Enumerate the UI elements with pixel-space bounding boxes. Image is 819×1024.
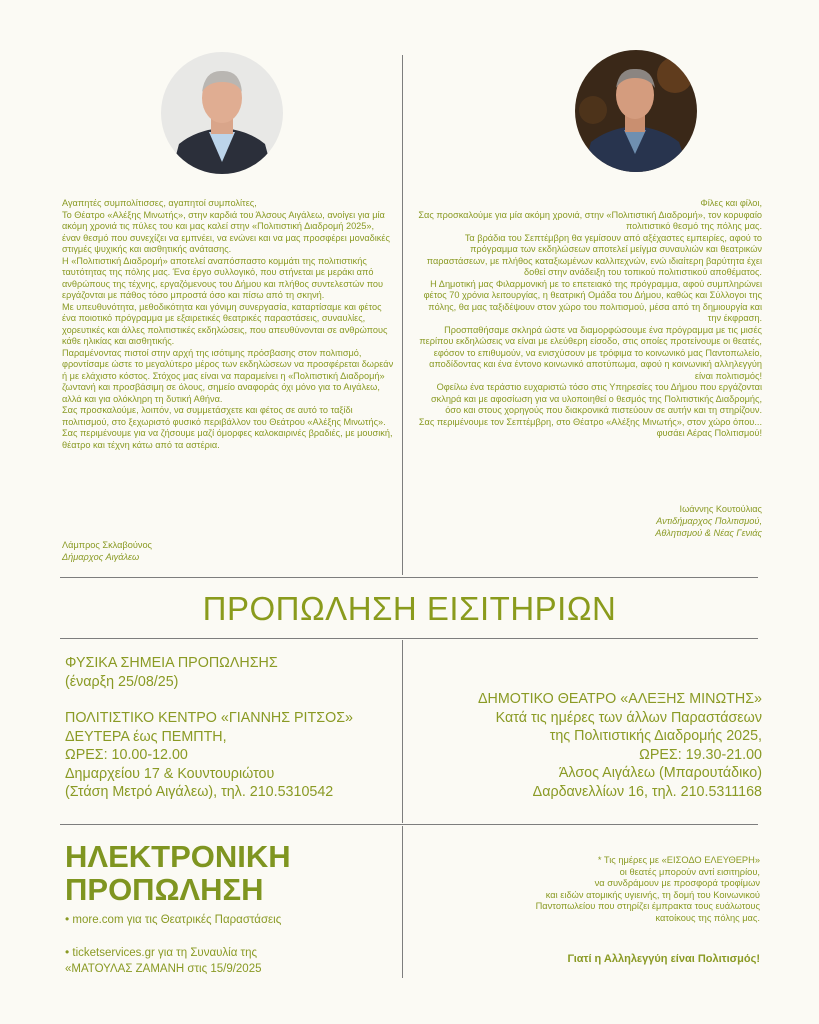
note-line: οι θεατές μπορούν αντί εισιτηρίου,: [619, 866, 760, 877]
online-item-ticketservices[interactable]: [65, 944, 262, 977]
theatre-title: ΔΗΜΟΤΙΚΟ ΘΕΑΤΡΟ «ΑΛΕΞΗΣ ΜΙΝΩΤΗΣ»: [477, 691, 762, 707]
bullet-icon: •: [65, 945, 70, 959]
deputy-signature-title-2: Αθλητισμού & Νέας Γενιάς: [655, 528, 762, 538]
online-item-more[interactable]: [65, 912, 281, 926]
theatre-address: Δαρδανελλίων 16, τηλ. 210.5311168: [532, 783, 762, 800]
letter-paragraph: Με υπευθυνότητα, μεθοδικότητα και γόνιμη συνεργασία, καταρτίσαμε και φέτος ένα ποιοτικό πρόγραμμα με εξαιρετικές θεατρικές παραστάσεις, συναυλίες, χορευτικές και άλλες πολιτιστικές εκδηλώσεις, που απευθύνονται σε ανθρώπους κάθε ηλικίας και αισθητικής.: [62, 301, 388, 346]
online-item-ticketservices-text-2: «ΜΑΤΟΥΛΑΣ ΖΑΜΑΝΗ στις 15/9/2025: [65, 963, 262, 975]
heading-bottom-divider: [60, 638, 758, 639]
letter-paragraph: Σας προσκαλούμε για μία ακόμη χρονιά, στην «Πολιτιστική Διαδρομή», τον κορυφαίο πολιτιστικό θεσμό της πόλης μας.: [418, 209, 762, 231]
free-entry-note: [470, 855, 760, 925]
solidarity-slogan: Γιατί η Αλληλεγγύη είναι Πολιτισμός!: [567, 953, 760, 965]
letter-paragraph: Σας περιμένουμε τον Σεπτέμβρη, στο Θέατρο «Αλέξης Μινωτής», στον χώρο όπου... φυσάει Αέρας Πολιτισμού!: [418, 416, 762, 438]
top-horizontal-divider: [60, 577, 758, 578]
deputy-mayor-portrait: [575, 50, 697, 172]
physical-points-title: ΦΥΣΙΚΑ ΣΗΜΕΙΑ ΠΡΟΠΩΛΗΣΗΣ: [65, 655, 278, 671]
letter-paragraph: Το Θέατρο «Αλέξης Μινωτής», στην καρδιά του Άλσους Αιγάλεω, ανοίγει για μία ακόμη χρονιά τις πύλες του και μας καλεί στην «Πολιτιστική Διαδρομή 2025», έναν θεσμό που συνεχίζει να εμπνέει, να ενώνει και να μας προσφέρει μοναδικές στιγμές ψυχικής και αισθητικής ανάτασης.: [62, 209, 390, 254]
theatre-line-1: Κατά τις ημέρες των άλλων Παραστάσεων: [495, 709, 762, 726]
letter-paragraph: Η Δημοτική μας Φιλαρμονική με το επετειακό της πρόγραμμα, αφού συμπληρώνει φέτος 70 χρόνια λειτουργίας, η θεατρική Ομάδα του Δήμου, καθώς και Σύλλογοι της πόλης, θα μας ταξιδέψουν στον χώρο του πολιτισμού, μέσα από τη δημιουργία και την έκφραση.: [423, 278, 762, 323]
venue-phone: (Στάση Μετρό Αιγάλεω), τηλ. 210.5310542: [65, 784, 334, 800]
top-vertical-divider: [402, 55, 403, 575]
note-line: Παντοπωλείου που στηρίζει έμπρακτα τους ευάλωτους: [535, 901, 760, 912]
letter-paragraph: Η «Πολιτιστική Διαδρομή» αποτελεί αναπόσπαστο κομμάτι της πολιτιστικής ταυτότητας της πόλης μας. Ένα έργο συλλογικό, που στήνεται με μεράκι από ανθρώπους της τέχνης, εργαζόμενους του Δήμου και πλήθος συντελεστών που εργάζονται με πάθος τόσο μπροστά όσο και πίσω από τη σκηνή.: [62, 255, 384, 300]
venue-hours: ΩΡΕΣ: 10.00-12.00: [65, 747, 188, 763]
online-heading-line-1: ΗΛΕΚΤΡΟΝΙΚΗ: [65, 839, 291, 874]
bullet-icon: •: [65, 912, 70, 926]
note-line: και ειδών ατομικής υγιεινής, τη δομή του Κοινωνικού: [545, 889, 760, 900]
bottom-vertical-divider: [402, 826, 403, 978]
mayor-portrait: [161, 52, 283, 174]
mayor-signature-title: Δήμαρχος Αιγάλεω: [62, 552, 140, 562]
online-item-ticketservices-text: ticketservices.gr για τη Συναυλία της: [72, 947, 258, 959]
letter-paragraph: Προσπαθήσαμε σκληρά ώστε να διαμορφώσουμε ένα πρόγραμμα με τις μισές περίπου εκδηλώσεις να είναι με ελεύθερη είσοδο, στις οποίες προτείνουμε οι θεατές, εφόσον το επιθυμούν, να ενισχύσουν με τρόφιμα το κοινωνικό μας Παντοπωλείο, αποδίδοντας και ένα έντονο κοινωνικό αποτύπωμα, αφού η κοινωνική αλληλεγγύη είναι πολιτισμός!: [419, 324, 762, 381]
letter-paragraph: Φίλες και φίλοι,: [700, 198, 762, 208]
deputy-signature-title-1: Αντιδήμαρχος Πολιτισμού,: [656, 516, 762, 526]
physical-sale-points: [65, 654, 395, 802]
deputy-mayor-letter: [416, 198, 762, 440]
theatre-place: Άλσος Αιγάλεω (Μπαρουτάδικο): [558, 765, 762, 781]
letter-paragraph: Τα βράδια του Σεπτέμβρη θα γεμίσουν από αξέχαστες εμπειρίες, αφού το πρόγραμμα των εκδηλώσεων αποτελεί μείγμα συναυλιών και θεατρικών παραστάσεων, με πλήθος καταξιωμένων καλλιτεχνών, ενώ ιδιαίτερη βαρύτητα έχει δοθεί στην ανάδειξη του τοπικού πολιτιστικού αποθέματος.: [426, 232, 762, 277]
middle-horizontal-divider: [60, 824, 758, 825]
venue-name: ΠΟΛΙΤΙΣΤΙΚΟ ΚΕΝΤΡΟ «ΓΙΑΝΝΗΣ ΡΙΤΣΟΣ»: [65, 710, 354, 726]
middle-vertical-divider: [402, 640, 403, 823]
venue-address: Δημαρχείου 17 & Κουντουριώτου: [65, 765, 275, 782]
letter-paragraph: Σας προσκαλούμε, λοιπόν, να συμμετάσχετε και φέτος σε αυτό το ταξίδι πολιτισμού, στο ξεχωριστό φυσικό περιβάλλον του Θεάτρου «Αλέξης Μινωτής». Σας περιμένουμε για να ζήσουμε μαζί όμορφες καλοκαιρινές βραδιές, με μουσική, θέατρο και τέχνη κάτω από τα αστέρια.: [62, 405, 393, 450]
deputy-signature-name: Ιωάννης Κουτούλιας: [679, 504, 762, 514]
online-presale-heading: [65, 840, 291, 906]
online-heading-line-2: ΠΡΟΠΩΛΗΣΗ: [65, 872, 264, 907]
mayor-signature-name: Λάμπρος Σκλαβούνος: [62, 540, 152, 550]
note-line: κατοίκους της πόλης μας.: [655, 912, 760, 923]
theatre-hours: ΩΡΕΣ: 19.30-21.00: [639, 746, 762, 763]
theatre-line-2: της Πολιτιστικής Διαδρομής 2025,: [549, 728, 762, 744]
physical-points-start: (έναρξη 25/08/25): [65, 673, 179, 690]
letter-paragraph: Παραμένοντας πιστοί στην αρχή της ισότιμης πρόσβασης στον πολιτισμό, φροντίσαμε ώστε το μεγαλύτερο μέρος των εκδηλώσεων να προσφέρεται δωρεάν ή με ελάχιστο κόστος. Στόχος μας είναι να παραμείνει η «Πολιτιστική Διαδρομή» ζωντανή και προσβάσιμη σε όλους, σημείο αναφοράς όχι μόνο για το Αιγάλεω, αλλά και για ολόκληρη τη δυτική Αθήνα.: [62, 347, 394, 404]
online-item-more-text: more.com για τις Θεατρικές Παραστάσεις: [72, 914, 282, 926]
mayor-letter: [62, 198, 394, 451]
theatre-sale-point: [412, 690, 762, 801]
venue-days: ΔΕΥΤΕΡΑ έως ΠΕΜΠΤΗ,: [65, 728, 227, 745]
letter-paragraph: Αγαπητές συμπολίτισσες, αγαπητοί συμπολίτες,: [62, 198, 257, 208]
letter-paragraph: Οφείλω ένα τεράστιο ευχαριστώ τόσο στις Υπηρεσίες του Δήμου που εργάζονται σκληρά και με αφοσίωση για να υλοποιηθεί ο θεσμός της Πολιτιστικής Διαδρομής, όσο και στους χορηγούς που διακρονικά πιστεύουν σε αυτήν και τη στηρίζουν.: [430, 382, 762, 415]
note-line: * Τις ημέρες με «ΕΙΣΟΔΟ ΕΛΕΥΘΕΡΗ»: [597, 855, 760, 865]
note-line: να συνδράμουν με προσφορά τροφίμων: [594, 878, 760, 889]
ticket-presale-heading: ΠΡΟΠΩΛΗΣΗ ΕΙΣΙΤΗΡΙΩΝ: [202, 590, 617, 627]
